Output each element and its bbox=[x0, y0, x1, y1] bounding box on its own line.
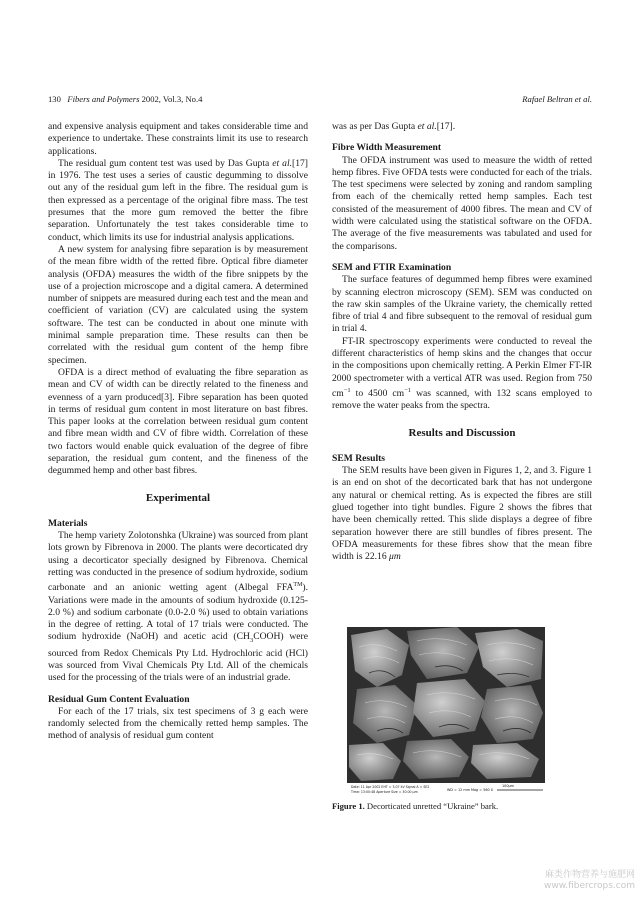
right-column bbox=[332, 121, 592, 563]
watermark-line1: 麻类作物营养与施肥网 bbox=[544, 870, 635, 880]
paragraph: was as per Das Gupta et al.[17]. bbox=[332, 121, 456, 132]
subsection-heading-sem-results: SEM Results bbox=[332, 452, 386, 464]
running-head bbox=[48, 92, 592, 106]
subsection-heading-sem-ftir: SEM and FTIR Examination bbox=[332, 261, 452, 273]
running-head-authors: Rafael Beltran et al. bbox=[522, 94, 592, 104]
scale-bar-label: 100μm bbox=[502, 784, 514, 788]
journal-issue: 2002, Vol.3, No.4 bbox=[141, 94, 203, 104]
paragraph: The hemp variety Zolotonshka (Ukraine) was sourced from plant lots grown by Fibrenova in 2000. The plants were decorticated dry using a decorticator specially designed by Fibrenova. Chemical retting was conducted in the presence of sodium hydroxide, sodium carbonate and an anionic wetting agent (Albegal FFA™). Variations were made in the amounts of sodium hydroxide (0.125-2.0 %) and sodium carbonate (0.0-2.0 %) used to obtain variations in the degree of retting. A total of 17 trials were conducted. The sodium hydroxide (NaOH) and acetic acid $(CH_3COOH)$ were sourced from Redox Chemicals Pty Ltd. Hydrochloric acid (HCl) was sourced from Vival Chemicals Pty Ltd. All of the chemicals used for the processing of the trials were of an industrial grade. bbox=[48, 529, 308, 684]
sem-info-line2: Time: 13:00:48 Aperture Size = 30.00 μm bbox=[351, 790, 418, 794]
subsection-heading-residual-gum: Residual Gum Content Evaluation bbox=[48, 693, 190, 705]
site-watermark bbox=[510, 870, 635, 892]
sem-info-line1: Date: 11 Apr 2002 EHT = 3.07 kV Signal A = SE2 bbox=[351, 785, 430, 789]
subsection-heading-fibre-width: Fibre Width Measurement bbox=[332, 142, 442, 154]
left-column bbox=[48, 121, 308, 743]
page-number: 130 bbox=[48, 94, 61, 104]
section-heading-results: Results and Discussion bbox=[408, 426, 516, 439]
section-heading-experimental: Experimental bbox=[145, 491, 211, 504]
paragraph: FT-IR spectroscopy experiments were conducted to reveal the different characteristics of hemp skins and the changes that occur in the compositions upon chemically retting. A Perkin Elmer FT-IR 2000 spectrometer with a vertical ATR was used. Region from 750 $cm^{-1}$ to 4500 $cm^{-1}$ was scanned, with 132 scans employed to remove the water peaks from the spectra. bbox=[332, 335, 592, 412]
paragraph: OFDA is a direct method of evaluating the fibre separation as mean and CV of width can be directly related to the fineness and evenness of a yarn produced[3]. Fibre separation has been quoted in terms of residual gum content in most literature on bast fibres. This paper looks at the correlation between residual gum content and fibre mean width and CV of fibre width. Correlation of these two factors would enable quick evaluation of the degree of fibre separation, the residual gum content, and the fineness of the degummed hemp and other bast fibres. bbox=[48, 366, 308, 477]
running-head-left bbox=[48, 92, 202, 106]
paragraph: and expensive analysis equipment and takes considerable time and experience to undertake. These constraints limit its use to research applications. bbox=[48, 121, 308, 157]
paragraph: The residual gum content test was used by Das Gupta et al.[17] in 1976. The test uses a series of caustic degumming to dissolve out any of the residual gum left in the fibre. The residual gum is then expressed as a percentage of the original fibre mass. The test presumes that the more gum removed the better the fibre separation. Unfortunately the test takes considerable time to conduct, which limits its use for industrial analysis applications. bbox=[48, 157, 308, 243]
sem-micrograph-image bbox=[347, 627, 545, 795]
figure-caption-label: Figure 1. bbox=[332, 801, 365, 811]
figure-caption bbox=[332, 800, 592, 812]
sem-wd-mag: WD = 12 mm Mag = 560 X bbox=[447, 788, 494, 792]
figure-caption-text: Decorticated unretted “Ukraine” bark. bbox=[364, 801, 499, 811]
paragraph: The OFDA instrument was used to measure the width of retted hemp fibres. Five OFDA tests were conducted for each of the trials. The test specimens were selected by zoning and random sampling from each of the chemically retted hemp samples. Each test consisted of the measurement of 4000 fibres. The mean and CV of width were calculated using the statistical software on the OFDA. The average of the five measurements was tabulated and used for the comparisons. bbox=[332, 154, 592, 252]
watermark-line2: www.fibercrops.com bbox=[544, 881, 635, 891]
paragraph: The surface features of degummed hemp fibres were examined by scanning electron microscopy (SEM). SEM was conducted on the raw skin samples of the Ukraine variety, the chemically retted fibre of trial 4 and fibre subsequent to the removal of residual gum in trial 4. bbox=[332, 274, 592, 335]
paragraph: For each of the 17 trials, six test specimens of 3 g each were randomly selected from the chemically retted hemp samples. The method of analysis of residual gum content bbox=[48, 705, 308, 742]
journal-name: Fibers and Polymers bbox=[67, 94, 140, 104]
sem-micrograph-figure bbox=[347, 627, 545, 795]
paragraph: A new system for analysing fibre separation is by measurement of the mean fibre width of the retted fibre. Optical fibre diameter analysis (OFDA) measures the width of the fibre snippets by the use of a projection microscope and a digital camera. A determined number of snippets are measured during each test and the mean and coefficient of variation (CV) are calculated using the system software. The test can be conducted in about one minute with minimal sample preparation time. These results can then be correlated with the residual gum content of the hemp fibre specimen. bbox=[48, 243, 308, 366]
paragraph: The SEM results have been given in Figures 1, 2, and 3. Figure 1 is an end on shot of the decorticated bark that has not undergone any natural or chemical retting. As is expected the fibres are still glued together into tight bundles. Figure 2 shows the fibres that have been chemically retted. This slide displays a degree of fibre separation however there are still bundles of fibres present. The OFDA measurements for these fibres show that the mean fibre width is 22.16 μm bbox=[332, 465, 592, 563]
subsection-heading-materials: Materials bbox=[48, 517, 88, 529]
